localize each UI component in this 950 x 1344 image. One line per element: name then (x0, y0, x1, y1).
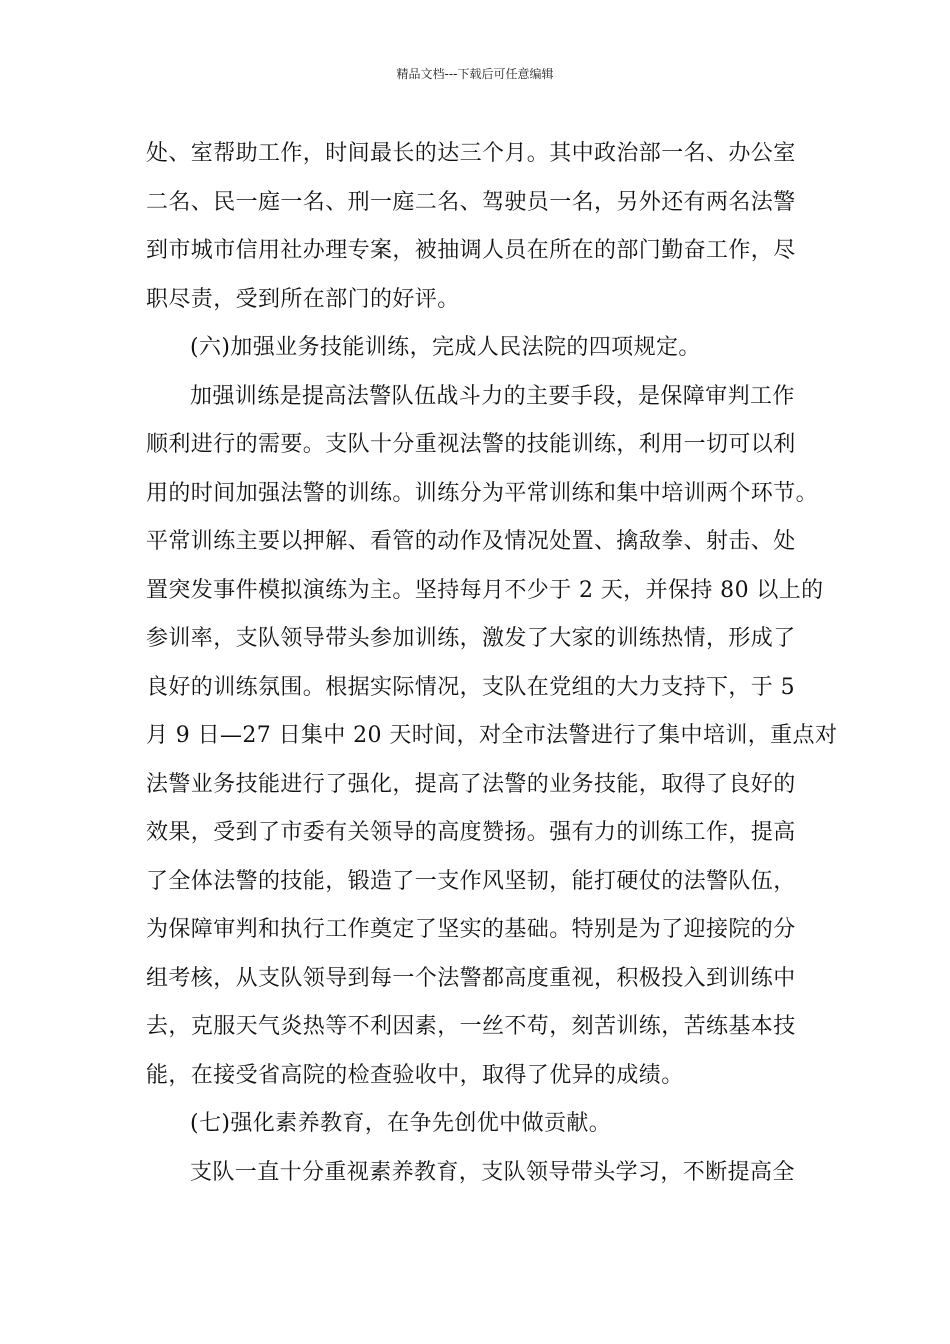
text-line: 职尽责，受到所在部门的好评。 (146, 286, 460, 312)
page-header: 精品文档---下载后可任意编辑 (396, 67, 554, 81)
text-line: 置突发事件模拟演练为主。坚持每月不少于 2 天，并保持 80 以上的 (146, 577, 824, 603)
text-line: 去，克服天气炎热等不利因素，一丝不苟，刻苦训练，苦练基本技 (146, 1014, 796, 1039)
section-heading-6: (六)加强业务技能训练，完成人民法院的四项规定。 (190, 335, 701, 360)
text-line: 顺利进行的需要。支队十分重视法警的技能训练，利用一切可以利 (146, 432, 796, 457)
text-line: 效果，受到了市委有关领导的高度赞扬。强有力的训练工作，提高 (146, 820, 796, 845)
text-line: 到市城市信用社办理专案，被抽调人员在所在的部门勤奋工作，尽 (146, 238, 796, 263)
text-line: 加强训练是提高法警队伍战斗力的主要手段，是保障审判工作 (190, 383, 795, 409)
text-line: 月 9 日—27 日集中 20 天时间，对全市法警进行了集中培训，重点对 (146, 723, 838, 748)
text-line: 用的时间加强法警的训练。训练分为平常训练和集中培训两个环节。 (146, 480, 819, 506)
text-line: 二名、民一庭一名、刑一庭二名、驾驶员一名，另外还有两名法警 (146, 189, 796, 215)
text-line: 为保障审判和执行工作奠定了坚实的基础。特别是为了迎接院的分 (146, 917, 796, 942)
text-line: 支队一直十分重视素养教育，支队领导带头学习，不断提高全 (190, 1159, 795, 1185)
text-line: 法警业务技能进行了强化，提高了法警的业务技能，取得了良好的 (146, 771, 796, 797)
section-heading-7: (七)强化素养教育，在争先创优中做贡献。 (190, 1111, 612, 1136)
text-line: 平常训练主要以押解、看管的动作及情况处置、擒敌拳、射击、处 (146, 529, 796, 554)
text-line: 能，在接受省高院的检查验收中，取得了优异的成绩。 (146, 1062, 684, 1088)
text-line: 处、室帮助工作，时间最长的达三个月。其中政治部一名、办公室 (146, 141, 796, 166)
document-body (146, 132, 838, 1199)
text-line: 良好的训练氛围。根据实际情况，支队在党组的大力支持下，于 5 (146, 674, 795, 700)
text-line: 了全体法警的技能，锻造了一支作风坚韧，能打硬仗的法警队伍， (146, 868, 796, 894)
text-line: 参训率，支队领导带头参加训练，激发了大家的训练热情，形成了 (146, 626, 796, 651)
text-line: 组考核，从支队领导到每一个法警都高度重视，积极投入到训练中 (146, 965, 796, 991)
